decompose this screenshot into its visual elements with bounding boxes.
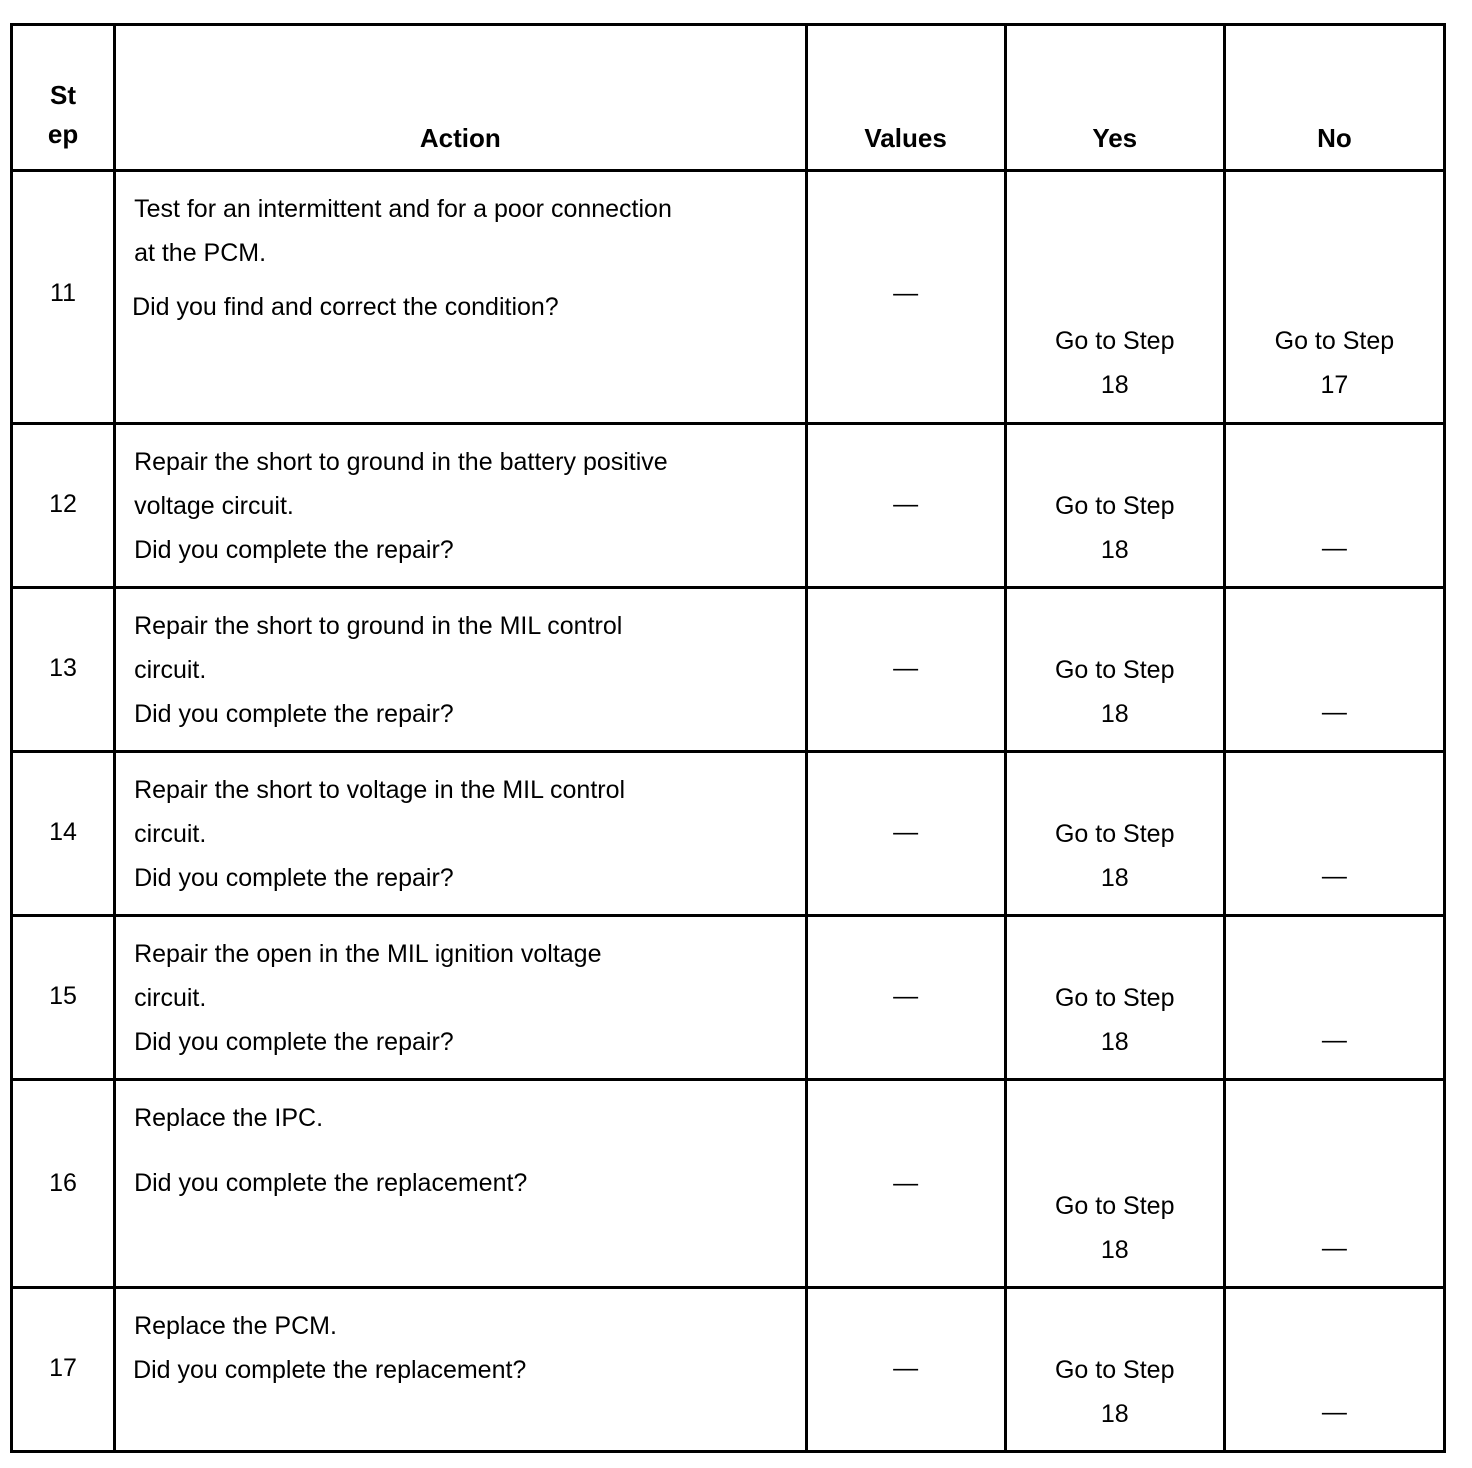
yes-cell [1005,916,1224,1080]
values-cell [806,171,1005,424]
step-number: 15 [49,982,77,1010]
table-row [12,916,1445,1080]
yes-goto-label: Go to Step [1054,492,1175,520]
yes-goto [1007,976,1223,1064]
yes-cell [1005,171,1224,424]
header-step-line2: ep [47,119,79,149]
yes-goto-step: 18 [1100,1236,1129,1264]
yes-cell [1005,752,1224,916]
no-goto-step: 17 [1320,371,1349,399]
header-no: No [1224,25,1444,171]
no-cell [1224,752,1444,916]
step-number: 17 [49,1354,77,1382]
table-header-row [12,25,1445,171]
header-yes: Yes [1005,25,1224,171]
no-goto [1226,319,1443,407]
no-dash: — [1321,862,1347,890]
action-text: at the PCM. [134,239,267,267]
yes-goto-label: Go to Step [1054,820,1175,848]
action-text: circuit. [134,984,207,1012]
yes-cell [1005,588,1224,752]
step-number: 11 [50,279,76,307]
action-text: Replace the PCM. [134,1312,337,1340]
action-text: Repair the short to ground in the battery positive [134,448,668,476]
yes-goto [1007,648,1223,736]
yes-goto-step: 18 [1100,536,1129,564]
header-step-line1: St [50,80,77,110]
action-question: Did you complete the repair? [134,536,454,564]
yes-goto [1007,1348,1223,1436]
action-question: Did you find and correct the condition? [132,293,559,321]
yes-goto-label: Go to Step [1054,984,1175,1012]
step-cell [12,588,115,752]
no-cell [1224,1080,1444,1288]
no-goto-label: Go to Step [1274,327,1395,355]
action-cell [115,752,806,916]
action-cell [115,424,806,588]
values-dash: — [893,654,919,682]
table-row [12,1288,1445,1452]
action-question: Did you complete the replacement? [133,1356,527,1384]
diagnostic-table [10,23,1446,1453]
values-dash: — [893,1169,919,1197]
step-cell [12,424,115,588]
yes-goto-label: Go to Step [1054,1192,1175,1220]
values-dash: — [893,818,919,846]
yes-cell [1005,1080,1224,1288]
step-cell [12,171,115,424]
no-cell [1224,1288,1444,1452]
no-dash: — [1321,698,1347,726]
values-dash: — [893,490,919,518]
no-cell [1224,424,1444,588]
values-cell [806,1288,1005,1452]
yes-goto-label: Go to Step [1054,327,1175,355]
table-row [12,752,1445,916]
step-number: 13 [49,654,77,682]
header-values: Values [806,25,1005,171]
table-row [12,171,1445,424]
yes-cell [1005,1288,1224,1452]
step-cell [12,1288,115,1452]
yes-goto-label: Go to Step [1054,1356,1175,1384]
values-cell [806,424,1005,588]
step-number: 14 [49,818,77,846]
values-cell [806,916,1005,1080]
no-cell [1224,588,1444,752]
step-number: 12 [49,490,77,518]
values-dash: — [893,1354,919,1382]
values-dash: — [893,279,919,307]
action-question: Did you complete the repair? [134,700,454,728]
yes-goto [1007,1184,1223,1272]
table-row [12,588,1445,752]
step-cell [12,752,115,916]
table-row [12,1080,1445,1288]
action-text: Repair the short to voltage in the MIL control [134,776,626,804]
yes-goto-step: 18 [1100,700,1129,728]
step-cell [12,1080,115,1288]
action-text: Repair the open in the MIL ignition voltage [134,940,602,968]
action-text: Test for an intermittent and for a poor connection [134,195,672,223]
values-cell [806,752,1005,916]
action-cell [115,1288,806,1452]
action-cell [115,588,806,752]
header-step [12,25,115,171]
no-dash: — [1321,1234,1347,1262]
action-text: circuit. [134,656,207,684]
action-text: Repair the short to ground in the MIL control [134,612,623,640]
yes-goto [1007,812,1223,900]
yes-goto-step: 18 [1100,864,1129,892]
yes-goto-label: Go to Step [1054,656,1175,684]
step-number: 16 [49,1169,77,1197]
table-row [12,424,1445,588]
yes-cell [1005,424,1224,588]
action-cell [115,171,806,424]
values-cell [806,588,1005,752]
no-dash: — [1321,1026,1347,1054]
action-question: Did you complete the replacement? [134,1169,528,1197]
action-question: Did you complete the repair? [134,864,454,892]
action-question: Did you complete the repair? [134,1028,454,1056]
action-text: voltage circuit. [134,492,294,520]
no-dash: — [1321,1398,1347,1426]
action-cell [115,1080,806,1288]
action-text: Replace the IPC. [134,1104,324,1132]
action-text: circuit. [134,820,207,848]
action-cell [115,916,806,1080]
yes-goto-step: 18 [1100,1028,1129,1056]
no-dash: — [1321,534,1347,562]
no-cell [1224,171,1444,424]
yes-goto [1007,484,1223,572]
yes-goto-step: 18 [1100,371,1129,399]
yes-goto-step: 18 [1100,1400,1129,1428]
header-action: Action [115,25,806,171]
values-dash: — [893,982,919,1010]
step-cell [12,916,115,1080]
values-cell [806,1080,1005,1288]
no-cell [1224,916,1444,1080]
yes-goto [1007,319,1223,407]
